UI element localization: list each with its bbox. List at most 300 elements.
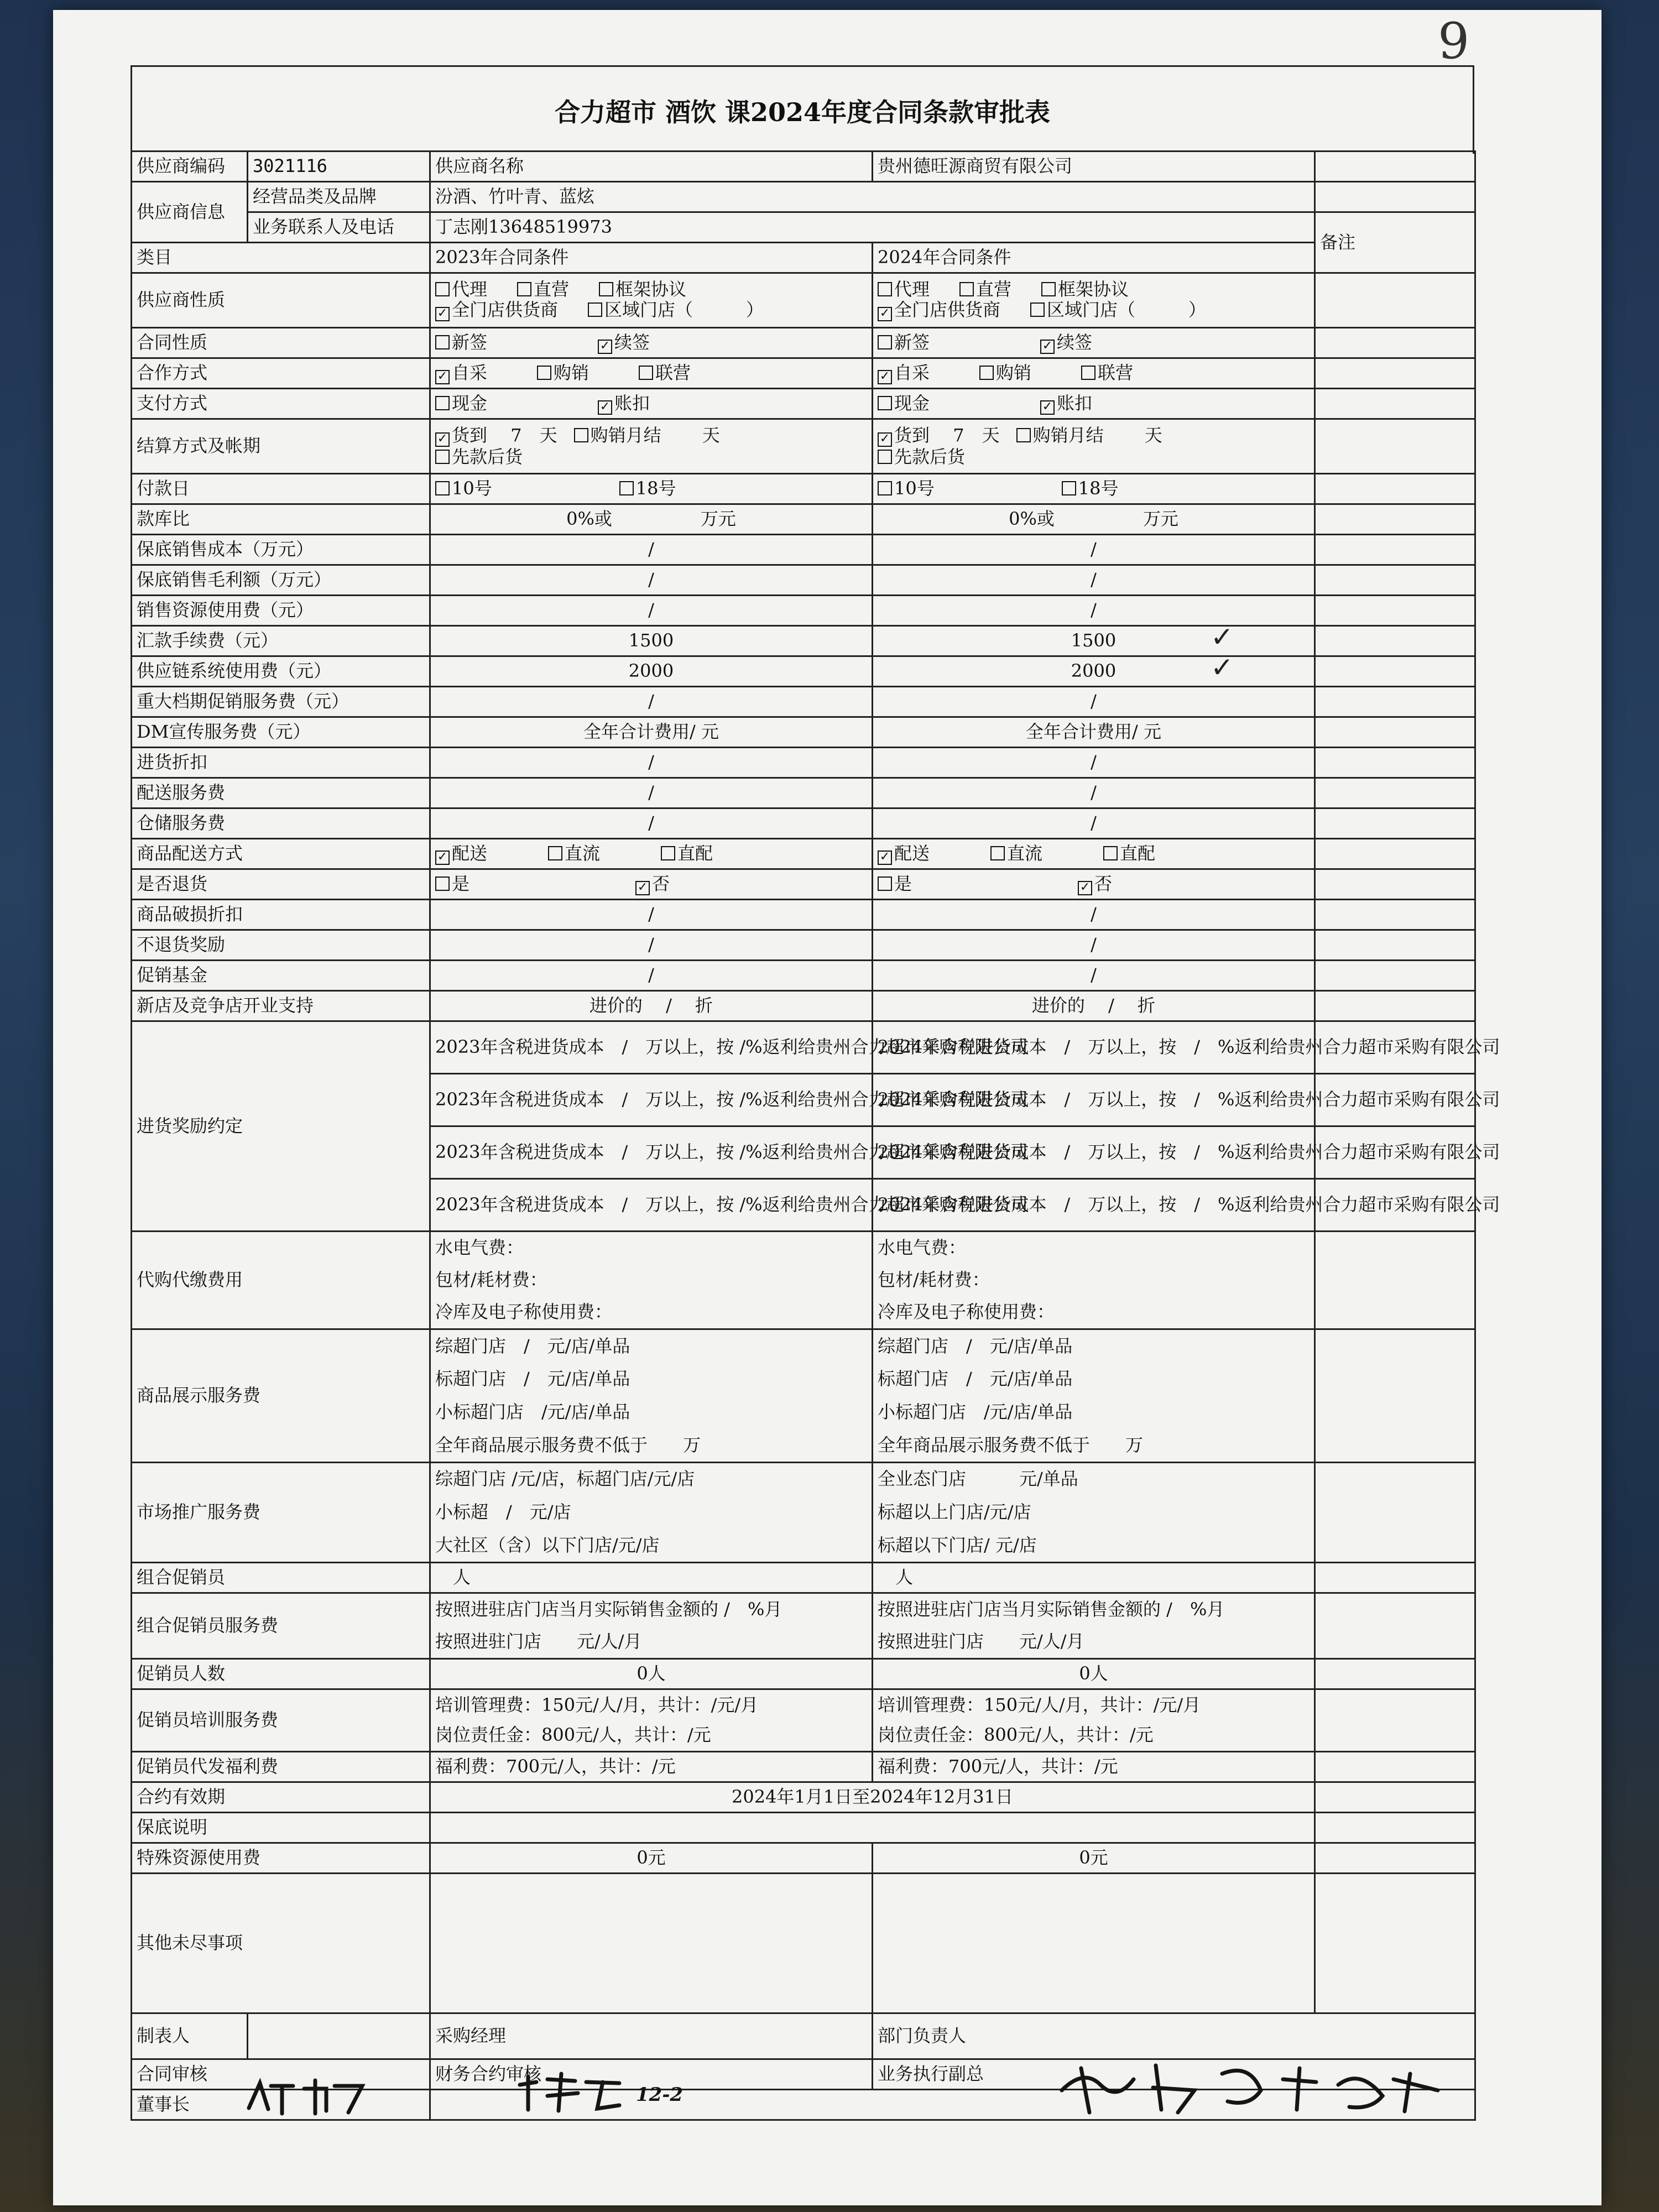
returnable-label: 是否退货 xyxy=(132,869,430,900)
utilities-line: 水电气费： xyxy=(435,1237,524,1259)
blank-cell xyxy=(1315,1659,1475,1689)
row-delivery-mode xyxy=(132,839,1475,869)
option-label: 天 xyxy=(702,424,720,446)
dm-label: DM宣传服务费（元） xyxy=(132,717,430,748)
purchase-discount-label: 进货折扣 xyxy=(132,748,430,778)
blank-cell xyxy=(1315,419,1475,474)
checkbox-icon xyxy=(517,282,531,296)
option-label: 续签 xyxy=(614,331,650,353)
remit-fee-2024 xyxy=(873,621,1315,656)
storage-fee-label: 仓储服务费 xyxy=(132,808,430,839)
checkbox-icon xyxy=(878,450,892,464)
checkbox-deliver-checked xyxy=(878,843,930,865)
option-label: 10号 xyxy=(452,478,492,499)
ratio-unit: 万元 xyxy=(1142,508,1178,530)
checkbox-icon xyxy=(979,366,994,380)
storage-fee-2023: / xyxy=(430,808,873,839)
checkbox-icon xyxy=(990,846,1005,860)
resource-fee-2023: / xyxy=(430,596,873,626)
marketing-line-2: 小标超 / 元/店 xyxy=(435,1501,571,1523)
other-2023 xyxy=(430,1874,873,2013)
marketing-line-1: 综超门店 /元/店，标超门店/元/店 xyxy=(435,1468,695,1490)
display-fee-label: 商品展示服务费 xyxy=(132,1329,430,1463)
checkbox-agent xyxy=(878,279,930,300)
checkbox-prepay xyxy=(878,446,965,467)
combo-promoter-unit: 人 xyxy=(895,1567,914,1588)
packaging-line: 包材/耗材费： xyxy=(878,1269,990,1291)
blank-cell xyxy=(1315,1463,1475,1563)
new-store-label: 新店及竞争店开业支持 xyxy=(132,991,430,1021)
combo-fee-line-2: 按照进驻门店 元/人/月 xyxy=(435,1631,642,1652)
proxy-fees-label: 代购代缴费用 xyxy=(132,1232,430,1329)
checkbox-icon xyxy=(574,428,588,442)
guarantee-note-label: 保底说明 xyxy=(132,1813,430,1843)
promoter-training-2024 xyxy=(873,1689,1315,1752)
checkmark-icon: ✓ xyxy=(878,370,892,384)
blank-cell xyxy=(1315,626,1475,656)
blank-cell xyxy=(1315,182,1475,212)
row-promoter-count xyxy=(132,1659,1475,1689)
blank-cell xyxy=(1315,869,1475,900)
stock-ratio-label: 款库比 xyxy=(132,504,430,535)
row-signoff-1 xyxy=(132,2013,1475,2059)
checkmark-icon: ✓ xyxy=(1078,881,1092,895)
checkbox-direct-flow xyxy=(548,843,600,865)
col-2024-header: 2024年合同条件 xyxy=(873,243,1315,273)
row-display-fee xyxy=(132,1329,1475,1463)
option-label: 直流 xyxy=(565,842,601,864)
row-combo-promoter xyxy=(132,1563,1475,1593)
row-promoter-welfare xyxy=(132,1752,1475,1782)
checkbox-icon xyxy=(619,481,634,495)
checkmark-icon: ✓ xyxy=(635,881,650,895)
checkbox-icon xyxy=(435,282,450,296)
damage-discount-2024: / xyxy=(873,900,1315,930)
marketing-line-3: 大社区（含）以下门店/元/店 xyxy=(435,1534,660,1556)
checkbox-prepay xyxy=(435,446,523,467)
marketing-line-2: 标超以上门店/元/店 xyxy=(878,1501,1031,1523)
option-label: 区域门店（ xyxy=(604,299,693,321)
checkbox-deduct-checked xyxy=(1040,393,1092,415)
row-storage-fee xyxy=(132,808,1475,839)
row-supplier-nature xyxy=(132,273,1475,328)
display-line-2: 标超门店 / 元/店/单品 xyxy=(878,1368,1073,1390)
option-label: 直配 xyxy=(677,842,713,864)
row-other xyxy=(132,1874,1475,2013)
combo-promoter-fee-label: 组合促销员服务费 xyxy=(132,1593,430,1659)
row-dm xyxy=(132,717,1475,748)
checkbox-consign xyxy=(979,363,1031,384)
payday-2024 xyxy=(873,474,1315,504)
validity-label: 合约有效期 xyxy=(132,1782,430,1813)
row-purchase-discount xyxy=(132,748,1475,778)
checkbox-icon xyxy=(878,282,892,296)
row-damage-discount xyxy=(132,900,1475,930)
combo-promoter-2023 xyxy=(430,1563,873,1593)
blank-cell xyxy=(1315,961,1475,991)
option-label: 购销月结 xyxy=(590,424,661,446)
proxy-fees-2023 xyxy=(430,1232,873,1329)
purchase-reward-2024-4: 2024年含税进货成本 / 万以上，按 / %返利给贵州合力超市采购有限公司 xyxy=(873,1179,1315,1232)
row-holiday-promo xyxy=(132,687,1475,717)
purchase-discount-2023: / xyxy=(430,748,873,778)
blank-cell xyxy=(1315,839,1475,869)
display-fee-2023 xyxy=(430,1329,873,1463)
purchase-reward-2023-2: 2023年含税进货成本 / 万以上，按 /%返利给贵州合力超市采购有限公司 xyxy=(430,1074,873,1126)
blank-cell xyxy=(1315,1874,1475,2013)
days-value: 7 xyxy=(953,424,964,446)
dm-2024: 全年合计费用/ 元 xyxy=(873,717,1315,748)
checkbox-icon xyxy=(1081,366,1095,380)
blank-cell xyxy=(1315,565,1475,596)
row-special-resource xyxy=(132,1843,1475,1874)
category-header: 类目 xyxy=(132,243,430,273)
option-label: 代理 xyxy=(452,278,488,300)
coop-2023 xyxy=(430,358,873,389)
checkbox-icon xyxy=(1016,428,1031,442)
checkbox-10th xyxy=(878,478,935,499)
blank-cell xyxy=(1315,900,1475,930)
supply-chain-fee-label: 供应链系统使用费（元） xyxy=(132,656,430,687)
dept-head-signature-icon xyxy=(1051,2057,1449,2118)
marketing-fee-label: 市场推广服务费 xyxy=(132,1463,430,1563)
option-label: 框架协议 xyxy=(1058,278,1129,300)
handwritten-check-icon: ✓ xyxy=(1211,621,1234,653)
guarantee-note-value xyxy=(430,1813,1315,1843)
cold-storage-line: 冷库及电子称使用费： xyxy=(878,1301,1055,1322)
row-resource-fee xyxy=(132,596,1475,626)
col-2023-header: 2023年合同条件 xyxy=(430,243,873,273)
purchase-reward-label: 进货奖励约定 xyxy=(132,1021,430,1232)
blank-cell xyxy=(1315,1563,1475,1593)
dm-2023: 全年合计费用/ 元 xyxy=(430,717,873,748)
training-line-2: 岗位责任金：800元/人，共计：/元 xyxy=(878,1724,1154,1745)
other-2024 xyxy=(873,1874,1315,2013)
checkbox-arrival-checked xyxy=(878,425,1000,447)
guaranteed-margin-label: 保底销售毛利额（万元） xyxy=(132,565,430,596)
checkbox-monthly xyxy=(574,425,720,447)
option-label: ） xyxy=(1188,299,1207,321)
storage-fee-2024: / xyxy=(873,808,1315,839)
cold-storage-line: 冷库及电子称使用费： xyxy=(435,1301,613,1322)
ratio-percent: 0%或 xyxy=(566,508,612,530)
option-label: 账扣 xyxy=(1057,392,1093,414)
purchase-reward-2024-2: 2024年含税进货成本 / 万以上，按 / %返利给贵州合力超市采购有限公司 xyxy=(873,1074,1315,1126)
blank-cell xyxy=(1315,1689,1475,1752)
blank-cell xyxy=(1315,778,1475,808)
checkbox-direct xyxy=(959,279,1011,300)
approval-form-table xyxy=(131,150,1500,2121)
blank-cell xyxy=(1315,1843,1475,1874)
checkbox-icon xyxy=(599,282,613,296)
purchase-manager-label: 采购经理 xyxy=(435,2025,507,2047)
row-proxy-fees xyxy=(132,1232,1475,1329)
maker-signature-cell xyxy=(248,2013,430,2059)
payment-2024 xyxy=(873,389,1315,419)
category-value: 汾酒、竹叶青、蓝炫 xyxy=(430,182,1315,212)
checkbox-renew-checked xyxy=(1040,332,1092,354)
combo-promoter-2024 xyxy=(873,1563,1315,1593)
returnable-2023 xyxy=(430,869,873,900)
supplier-info-label: 供应商信息 xyxy=(132,182,248,243)
option-label: 全门店供货商 xyxy=(894,299,1001,321)
days-unit: 天 xyxy=(539,424,557,446)
blank-cell xyxy=(1315,687,1475,717)
row-supplier-category xyxy=(132,182,1475,212)
checkbox-arrival-checked xyxy=(435,425,557,447)
days-value: 7 xyxy=(510,424,522,446)
no-return-reward-label: 不退货奖励 xyxy=(132,930,430,961)
checkbox-icon xyxy=(1041,282,1056,296)
checkbox-direct xyxy=(517,279,569,300)
blank-cell xyxy=(1315,1813,1475,1843)
category-label: 经营品类及品牌 xyxy=(248,182,430,212)
promoter-training-2023 xyxy=(430,1689,873,1752)
checkbox-direct-flow xyxy=(990,843,1042,865)
nature-label: 供应商性质 xyxy=(132,273,430,328)
blank-cell xyxy=(1315,1782,1475,1813)
exec-vp-label: 业务执行副总 xyxy=(873,2059,1475,2090)
row-contract-type xyxy=(132,328,1475,358)
blank-cell xyxy=(1315,358,1475,389)
payment-label: 支付方式 xyxy=(132,389,430,419)
blank-cell xyxy=(1315,656,1475,687)
option-label: 现金 xyxy=(452,392,488,414)
checkbox-cash xyxy=(435,393,487,415)
checkbox-icon xyxy=(435,481,450,495)
option-label: 代理 xyxy=(894,278,930,300)
purchase-reward-2023-4: 2023年含税进货成本 / 万以上，按 /%返利给贵州合力超市采购有限公司 xyxy=(430,1179,873,1232)
option-label: 是 xyxy=(894,873,912,894)
supply-chain-fee-2023: 2000 xyxy=(430,656,873,687)
option-label: 直营 xyxy=(976,278,1012,300)
signature-date: 12-2 xyxy=(636,2084,684,2106)
row-stock-ratio xyxy=(132,504,1475,535)
payment-2023 xyxy=(430,389,873,419)
row-promoter-training xyxy=(132,1689,1475,1752)
option-label: 18号 xyxy=(635,478,676,499)
row-supply-chain-fee xyxy=(132,656,1475,687)
returnable-2024 xyxy=(873,869,1315,900)
checkbox-icon xyxy=(537,366,551,380)
contract-review-label: 合同审核 xyxy=(132,2059,430,2090)
blank-cell xyxy=(1315,273,1475,328)
blank-cell xyxy=(1315,1752,1475,1782)
promo-fund-label: 促销基金 xyxy=(132,961,430,991)
checkmark-icon: ✓ xyxy=(435,370,450,384)
marketing-line-3: 标超以下门店/ 元/店 xyxy=(878,1534,1037,1556)
display-line-4: 全年商品展示服务费不低于 万 xyxy=(435,1434,701,1455)
checkbox-new xyxy=(435,332,487,354)
checkbox-deliver-checked xyxy=(435,843,487,865)
blank-cell xyxy=(1315,474,1475,504)
remit-fee-2023: 1500 xyxy=(430,626,873,656)
purchase-reward-2023-3: 2023年含税进货成本 / 万以上，按 /%返利给贵州合力超市采购有限公司 xyxy=(430,1126,873,1179)
resource-fee-2024: / xyxy=(873,596,1315,626)
guaranteed-margin-2023: / xyxy=(430,565,873,596)
checkbox-direct-ship xyxy=(661,843,713,865)
checkmark-icon: ✓ xyxy=(435,851,450,865)
checkbox-18th xyxy=(1062,478,1119,499)
utilities-line: 水电气费： xyxy=(878,1237,967,1259)
combo-promoter-unit: 人 xyxy=(453,1567,471,1588)
checkmark-icon: ✓ xyxy=(598,340,612,354)
row-new-store xyxy=(132,991,1475,1021)
checkmark-icon: ✓ xyxy=(435,307,450,321)
checkbox-icon xyxy=(878,481,892,495)
row-payday xyxy=(132,474,1475,504)
supply-chain-fee-2024 xyxy=(873,651,1315,687)
guaranteed-margin-2024: / xyxy=(873,565,1315,596)
checkbox-yes xyxy=(878,874,912,895)
stock-ratio-2024 xyxy=(873,504,1315,535)
promoter-welfare-label: 促销员代发福利费 xyxy=(132,1752,430,1782)
blank-cell xyxy=(1315,748,1475,778)
row-delivery-fee xyxy=(132,778,1475,808)
other-label: 其他未尽事项 xyxy=(132,1874,430,2013)
checkbox-10th xyxy=(435,478,492,499)
checkbox-icon xyxy=(548,846,562,860)
ratio-percent: 0%或 xyxy=(1009,508,1055,530)
damage-discount-label: 商品破损折扣 xyxy=(132,900,430,930)
option-label: 购销 xyxy=(996,362,1032,383)
row-validity xyxy=(132,1782,1475,1813)
checkbox-no-checked xyxy=(635,874,670,895)
checkmark-icon: ✓ xyxy=(878,432,892,447)
display-line-2: 标超门店 / 元/店/单品 xyxy=(435,1368,630,1390)
option-label: 天 xyxy=(1144,424,1162,446)
option-label: 购销月结 xyxy=(1032,424,1104,446)
option-label: 先款后货 xyxy=(894,446,966,467)
checkbox-self-checked xyxy=(878,363,930,384)
holiday-promo-2024: / xyxy=(873,687,1315,717)
guaranteed-sales-2024: / xyxy=(873,535,1315,565)
checkbox-joint xyxy=(1081,363,1133,384)
new-store-2023: 进价的 / 折 xyxy=(430,991,873,1021)
contract-type-2024 xyxy=(873,328,1315,358)
purchase-reward-2024-1: 2024年含税进货成本 / 万以上，按 / %返利给贵州合力超市采购有限公司 xyxy=(873,1021,1315,1074)
nature-2023 xyxy=(430,273,873,328)
packaging-line: 包材/耗材费： xyxy=(435,1269,547,1291)
checkbox-yes xyxy=(435,874,469,895)
option-label: 否 xyxy=(652,873,670,894)
checkmark-icon: ✓ xyxy=(1040,340,1055,354)
special-resource-label: 特殊资源使用费 xyxy=(132,1843,430,1874)
handwritten-check-icon: ✓ xyxy=(1211,651,1234,684)
row-purchase-reward-1 xyxy=(132,1021,1475,1074)
checkbox-agent xyxy=(435,279,487,300)
delivery-mode-2023 xyxy=(430,839,873,869)
checkbox-region xyxy=(588,300,764,321)
option-label: 新签 xyxy=(894,331,930,353)
option-label: 18号 xyxy=(1078,478,1119,499)
checkbox-cash xyxy=(878,393,930,415)
option-label: 自采 xyxy=(894,362,930,383)
delivery-fee-2023: / xyxy=(430,778,873,808)
checkbox-no-checked xyxy=(1078,874,1112,895)
no-return-reward-2024: / xyxy=(873,930,1315,961)
row-settlement xyxy=(132,419,1475,474)
dept-head-label: 部门负责人 xyxy=(878,2025,967,2047)
row-guarantee-note xyxy=(132,1813,1475,1843)
row-remit-fee xyxy=(132,626,1475,656)
handwritten-page-number: 9 xyxy=(1438,12,1470,70)
checkbox-renew-checked xyxy=(598,332,650,354)
marketing-line-1: 全业态门店 元/单品 xyxy=(878,1468,1078,1490)
holiday-promo-2023: / xyxy=(430,687,873,717)
row-marketing-fee xyxy=(132,1463,1475,1563)
row-supplier-code xyxy=(132,152,1475,182)
blank-cell xyxy=(1315,717,1475,748)
contact-label: 业务联系人及电话 xyxy=(248,212,430,243)
checkbox-icon xyxy=(435,450,450,464)
checkbox-consign xyxy=(537,363,589,384)
supplier-name-label: 供应商名称 xyxy=(430,152,873,182)
option-label: 自采 xyxy=(452,362,488,383)
validity-value: 2024年1月1日至2024年12月31日 xyxy=(430,1782,1315,1813)
option-label: 账扣 xyxy=(614,392,650,414)
option-label: 否 xyxy=(1094,873,1113,894)
checkbox-direct-ship xyxy=(1103,843,1155,865)
option-label: 直配 xyxy=(1120,842,1156,864)
new-store-2024: 进价的 / 折 xyxy=(873,991,1315,1021)
promoter-count-label: 促销员人数 xyxy=(132,1659,430,1689)
training-line-1: 培训管理费：150元/人/月，共计：/元/月 xyxy=(435,1694,759,1716)
marketing-fee-2023 xyxy=(430,1463,873,1563)
checkbox-icon xyxy=(661,846,675,860)
display-fee-2024 xyxy=(873,1329,1315,1463)
checkbox-icon xyxy=(435,335,450,349)
checkmark-icon: ✓ xyxy=(878,307,892,321)
checkbox-deduct-checked xyxy=(598,393,650,415)
option-label: 直营 xyxy=(534,278,570,300)
option-label: 是 xyxy=(452,873,470,894)
display-line-3: 小标超门店 /元/店/单品 xyxy=(878,1401,1073,1422)
purchase-manager-cell xyxy=(430,2013,873,2059)
supplier-name-value: 贵州德旺源商贸有限公司 xyxy=(873,152,1315,182)
contract-type-2023 xyxy=(430,328,873,358)
blank-cell xyxy=(1315,1593,1475,1659)
promoter-count-2023: 0人 xyxy=(430,1659,873,1689)
row-promo-fund xyxy=(132,961,1475,991)
option-label: 续签 xyxy=(1057,331,1093,353)
option-label: 全门店供货商 xyxy=(452,299,559,321)
blank-cell xyxy=(1315,328,1475,358)
row-column-headers xyxy=(132,243,1475,273)
payday-label: 付款日 xyxy=(132,474,430,504)
blank-cell xyxy=(1315,389,1475,419)
checkbox-allstore-checked xyxy=(878,300,1000,321)
row-guaranteed-margin xyxy=(132,565,1475,596)
option-label: 10号 xyxy=(894,478,935,499)
checkbox-icon xyxy=(639,366,653,380)
blank-cell xyxy=(1315,930,1475,961)
combo-promoter-fee-2023 xyxy=(430,1593,873,1659)
holiday-promo-label: 重大档期促销服务费（元） xyxy=(132,687,430,717)
checkbox-icon xyxy=(1103,846,1118,860)
guaranteed-sales-2023: / xyxy=(430,535,873,565)
resource-fee-label: 销售资源使用费（元） xyxy=(132,596,430,626)
promo-fund-2024: / xyxy=(873,961,1315,991)
option-label: 货到 xyxy=(894,424,930,446)
option-label: 现金 xyxy=(894,392,930,414)
option-label: 新签 xyxy=(452,331,488,353)
settlement-2023 xyxy=(430,419,873,474)
delivery-mode-2024 xyxy=(873,839,1315,869)
option-label: ） xyxy=(746,299,764,321)
guaranteed-sales-label: 保底销售成本（万元） xyxy=(132,535,430,565)
marketing-fee-2024 xyxy=(873,1463,1315,1563)
